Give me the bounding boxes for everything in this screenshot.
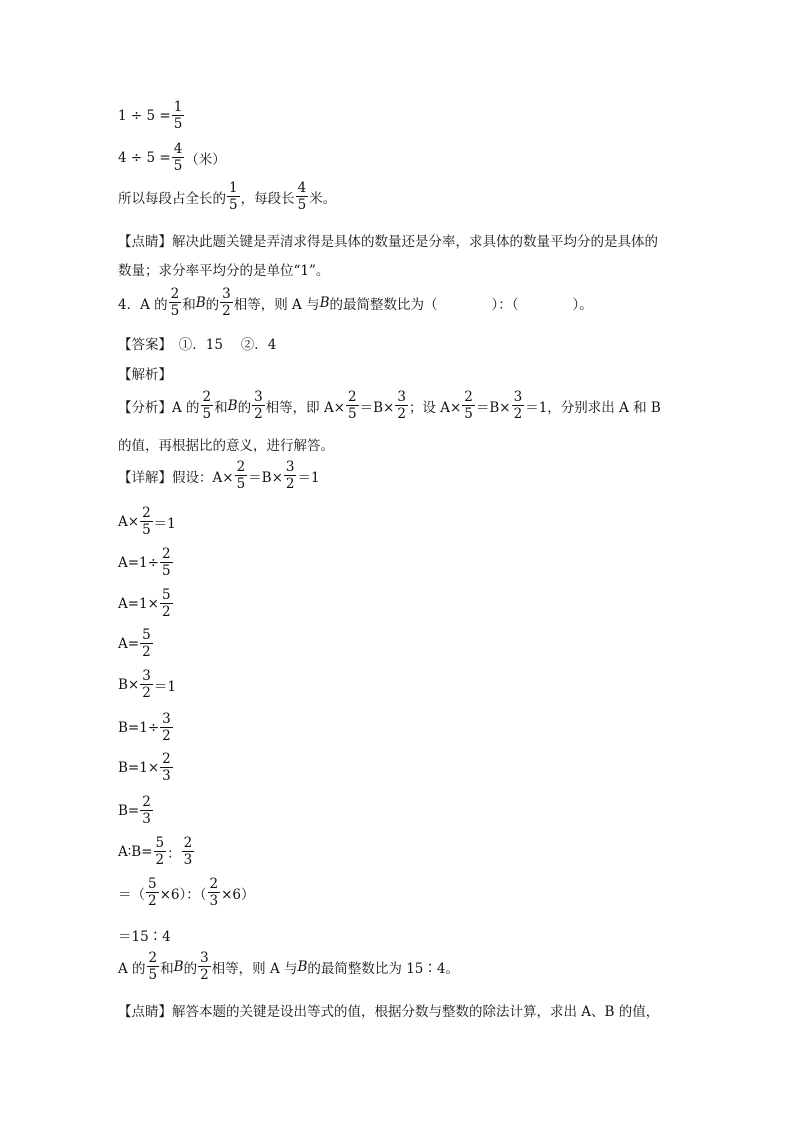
fraction: $\frac{2}{5}$ bbox=[142, 505, 151, 539]
ratio-line: A∶B= $\frac{5}{2}$ ： $\frac{2}{3}$ bbox=[118, 835, 193, 869]
analysis-heading: 【解析】 bbox=[118, 367, 172, 383]
fraction: $\frac{2}{5}$ bbox=[348, 389, 357, 423]
detailed-solution: 【详解】假设：A× $\frac{2}{5}$ ＝B× $\frac{3}{2}$ ＝1 bbox=[118, 459, 320, 493]
fraction: $\frac{2}{3}$ bbox=[183, 835, 193, 869]
equation-2: 4 ÷ 5 = $\frac{4}{5}$ （米） bbox=[118, 141, 226, 175]
analysis: 【分析】A 的 $\frac{2}{5}$ 和 B 的 $\frac{3}{2}$ 相等，即 A× $\frac{2}{5}$ ＝B× $\frac{3}{2}$ ；设 A× $\frac{2}{5}$ ＝B× $\frac{3}{2}$ ＝1，分别求出 A 和 B bbox=[118, 389, 661, 423]
ratio-result: ＝15∶4 bbox=[118, 929, 171, 945]
fraction: $\frac{2}{5}$ bbox=[170, 286, 180, 320]
fraction: $\frac{2}{5}$ bbox=[148, 950, 158, 984]
fraction: $\frac{4}{5}$ bbox=[173, 141, 183, 175]
sentence-each-segment: 所以每段占全长的 $\frac{1}{5}$ ，每段长 $\frac{4}{5}$ 米。 bbox=[118, 180, 337, 214]
fraction: $\frac{5}{2}$ bbox=[155, 835, 165, 869]
step-line: B= $\frac{2}{3}$ bbox=[118, 794, 151, 828]
fraction: $\frac{2}{3}$ bbox=[162, 751, 171, 785]
step-line: A=1÷ $\frac{2}{5}$ bbox=[118, 546, 171, 580]
step-line: B=1× $\frac{2}{3}$ bbox=[118, 751, 171, 785]
fraction: $\frac{2}{5}$ bbox=[202, 389, 212, 423]
fraction: $\frac{3}{2}$ bbox=[254, 389, 263, 423]
fraction: $\frac{3}{2}$ bbox=[222, 286, 231, 320]
answer: 【答案】 ①．15 ②．4 bbox=[118, 337, 277, 353]
fraction: $\frac{3}{2}$ bbox=[200, 950, 209, 984]
conclusion: A 的 $\frac{2}{5}$ 和 B 的 $\frac{3}{2}$ 相等，则 A 与 B 的最简整数比为 15∶4。 bbox=[118, 950, 459, 984]
fraction: $\frac{2}{3}$ bbox=[209, 876, 219, 910]
fraction: $\frac{2}{5}$ bbox=[161, 546, 171, 580]
key-point-1: 【点睛】解决此题关键是弄清求得是具体的数量还是分率，求具体的数量平均分的是具体的 bbox=[118, 234, 658, 250]
analysis-cont: 的值，再根据比的意义，进行解答。 bbox=[118, 438, 334, 454]
fraction: $\frac{5}{2}$ bbox=[148, 876, 157, 910]
fraction: $\frac{3}{2}$ bbox=[142, 668, 151, 702]
fraction: $\frac{2}{5}$ bbox=[236, 459, 246, 493]
fraction: $\frac{2}{3}$ bbox=[142, 794, 151, 828]
step-line: A= $\frac{5}{2}$ bbox=[118, 627, 151, 661]
fraction: $\frac{3}{2}$ bbox=[397, 389, 406, 423]
step-line: A=1× $\frac{5}{2}$ bbox=[118, 587, 171, 621]
ratio-line: ＝（ $\frac{5}{2}$ ×6）：（ $\frac{2}{3}$ ×6） bbox=[118, 876, 255, 910]
question-4: 4．A 的 $\frac{2}{5}$ 和 B 的 $\frac{3}{2}$ 相等，则 A 与 B 的最简整数比为（ ）：（ ）。 bbox=[118, 286, 593, 320]
fraction: $\frac{3}{2}$ bbox=[285, 459, 295, 493]
fraction: $\frac{5}{2}$ bbox=[161, 587, 171, 621]
fraction: $\frac{3}{2}$ bbox=[513, 389, 523, 423]
step-line: B=1÷ $\frac{3}{2}$ bbox=[118, 711, 171, 745]
key-point-1-cont: 数量；求分率平均分的是单位“1”。 bbox=[118, 263, 330, 279]
fraction: $\frac{2}{5}$ bbox=[464, 389, 473, 423]
equation-1: 1 ÷ 5 = $\frac{1}{5}$ bbox=[118, 99, 183, 133]
step-line: B× $\frac{3}{2}$ ＝1 bbox=[118, 668, 176, 702]
step-line: A× $\frac{2}{5}$ ＝1 bbox=[118, 505, 176, 539]
key-point-2: 【点睛】解答本题的关键是设出等式的值，根据分数与整数的除法计算，求出 A、B 的值， bbox=[118, 1004, 660, 1020]
fraction: $\frac{3}{2}$ bbox=[162, 711, 171, 745]
fraction: $\frac{1}{5}$ bbox=[229, 180, 238, 214]
fraction: $\frac{4}{5}$ bbox=[297, 180, 307, 214]
fraction: $\frac{5}{2}$ bbox=[142, 627, 151, 661]
fraction: $\frac{1}{5}$ bbox=[173, 99, 183, 133]
